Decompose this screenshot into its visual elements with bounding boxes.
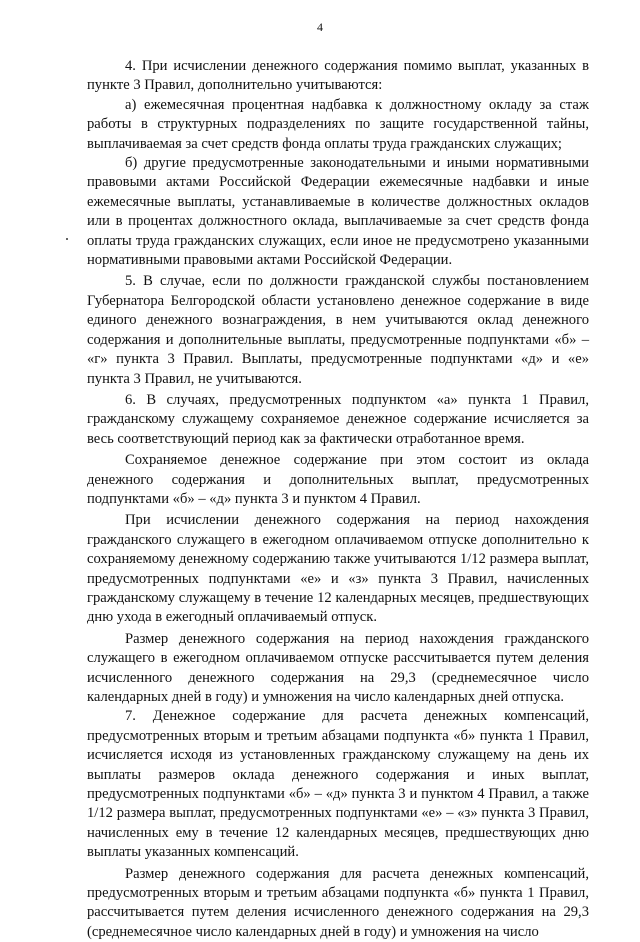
page-number: 4 — [317, 20, 323, 34]
paragraph-5: 5. В случае, если по должности гражданской службы постановлением Губернатора Белгородской области установлено денежное содержание в виде единого денежного вознаграждения, в нем учитываются оклад денежного содержания и дополнительные выплаты, предусмотренные подпунктами «б» – «г» пункта 3 Правил. Выплаты, предусмотренные подпунктами «д» и «е» пункта 3 Правил, не учитываются. — [87, 273, 589, 387]
paragraph-6-vacation-calc: При исчислении денежного содержания на период нахождения гражданского служащего в ежегодном оплачиваемом отпуске дополнительно к сохраняемому денежному содержанию также учитываются 1/12 размера выплат, предусмотренных подпунктами «е» и «з» пункта 3 Правил, начисленных гражданскому служащему в течение 12 календарных месяцев, предшествующих дню ухода в ежегодный оплачиваемый отпуск. — [87, 512, 589, 626]
paragraph-7: 7. Денежное содержание для расчета денежных компенсаций, предусмотренных вторым и третьим абзацами подпункта «б» пункта 1 Правил, исчисляется исходя из установленных гражданскому служащему на день их выплаты размеров оклада денежного содержания и иных выплат, предусмотренных подпунктами «б» – «д» пункта 3 и пунктом 4 Правил, а также 1/12 размера выплат, предусмотренных подпунктами «е» – «з» пункта 3 Правил, начисленных ему в течение 12 календарных месяцев, предшествующих дню выплаты указанных компенсаций. — [87, 708, 589, 861]
paragraph-6-retained-pay: Сохраняемое денежное содержание при этом состоит из оклада денежного содержания и дополнительных выплат, предусмотренных подпунктами «б» – «д» пункта 3 и пунктом 4 Правил. — [87, 452, 589, 507]
paragraph-6-vacation-size: Размер денежного содержания на период нахождения гражданского служащего в ежегодном оплачиваемом отпуске рассчитывается путем деления исчисленного денежного содержания на 29,3 (среднемесячное число календарных дней в году) и умножения на число календарных дней отпуска. — [87, 630, 589, 705]
paragraph-4: 4. При исчислении денежного содержания помимо выплат, указанных в пункте 3 Правил, дополнительно учитываются: — [87, 58, 589, 94]
subparagraph-a: а) ежемесячная процентная надбавка к должностному окладу за стаж работы в структурных подразделениях по защите государственной тайны, выплачиваемая за счет средств фонда оплаты труда гражданских служащих; — [87, 96, 589, 152]
subparagraph-b: б) другие предусмотренные законодательными и иными нормативными правовыми актами Российской Федерации ежемесячные надбавки и иные ежемесячные выплаты, устанавливаемые в количестве должностных окладов или в процентах должностного оклада, выплачиваемые за счет средств фонда оплаты труда гражданских служащих, если иное не предусмотрено указанными нормативными правовыми актами Российской Федерации. — [87, 155, 589, 269]
paragraph-7-compensation-size: Размер денежного содержания для расчета денежных компенсаций, предусмотренных вторым и третьим абзацами подпункта «б» пункта 1 Правил, рассчитывается путем деления исчисленного денежного содержания на 29,3 (среднемесячное число календарных дней в году) и умножения на число — [87, 865, 589, 940]
paragraph-6: 6. В случаях, предусмотренных подпунктом «а» пункта 1 Правил, гражданскому служащему сохраняемое денежное содержание исчисляется за весь соответствующий период как за фактически отработанное время. — [87, 391, 589, 447]
margin-mark — [66, 238, 68, 240]
document-body — [87, 57, 589, 942]
